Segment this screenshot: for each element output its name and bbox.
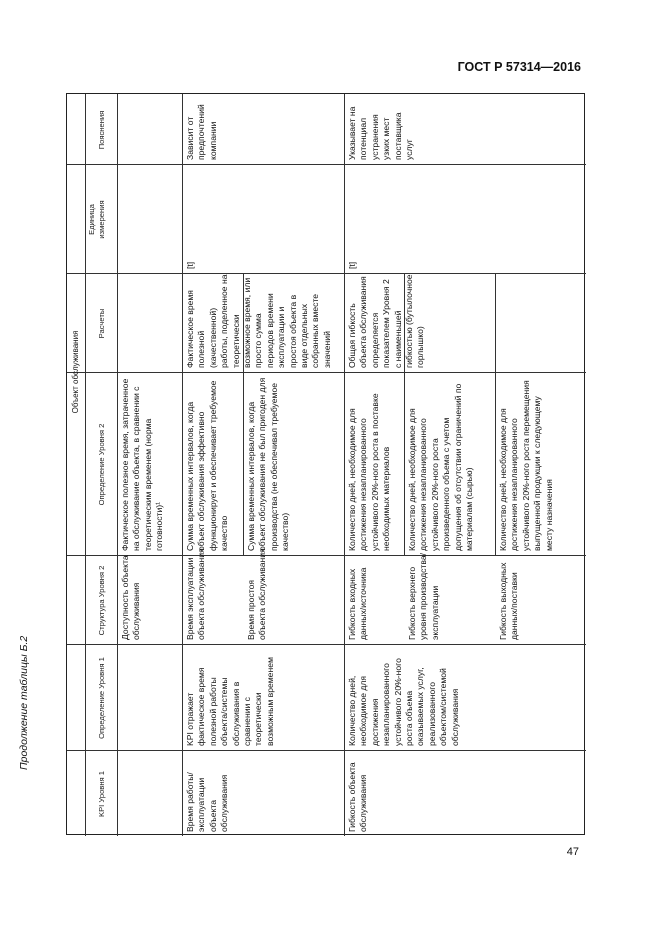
col-line [67,164,586,165]
row0-def2: Фактическое полезное время, затраченное на обслуживание объекта, в сравнении с теоретическим временем (норма готовности)¹ [120,378,165,551]
header-struct2: Структура Уровня 2 [97,565,106,636]
col-line [67,372,586,373]
row1-struct2-a: Время эксплуатации объекта обслуживания [185,548,207,640]
row1-kpi1: Время работы/эксплуатации объекта обслуживания [185,772,230,832]
row1-notes: Зависит от предпочтений компании [185,104,218,160]
row1-calc: Фактическое время полезной (качественной) работы, поделенное на теоретически возможное время, или просто сумма периодов времени эксплуатации и простоя объекта в виде отдельных собранных вместе значений [185,274,332,368]
row2-def2-b: Количество дней, необходимое для достижения незапланированного устойчивого 20%-ного роста произведенного объема с учетом допущения об отсутствии ограничений по материалам (сырью) [407,383,475,551]
standard-number: ГОСТ Р 57314—2016 [457,60,581,74]
header-notes: Пояснения [97,110,106,150]
row2-notes: Указывает на потенциал устранения узких мест поставщика услуг [347,106,415,160]
header-unit: Единица измерения [87,200,106,239]
row2-calc: Общая гибкость объекта обслуживания определяется показателем Уровня 2 с наименьшей гибкостью (бутылочное горлышко) [347,274,426,368]
row-line [344,94,345,836]
row1-def2-a: Сумма временных интервалов, когда объект обслуживания эффективно функционирует и обеспечивает требуемое качество [185,380,230,551]
header-kpi1: KPI Уровня 1 [97,771,106,817]
header-line [117,94,118,836]
row0-struct2: Доступность объекта обслуживания [120,555,142,640]
header-def2: Определение Уровня 2 [97,423,106,506]
row2-kpi1: Гибкость объекта обслуживания [347,762,369,832]
row2-struct2-c: Гибкость выходных данных/поставки [498,562,520,640]
row1-def2-b: Сумма временных интервалов, когда объект обслуживания не был пригоден для производства (не обеспечивал требуемое качество) [246,377,291,551]
row2-struct2-b: Гибкость верхнего уровня производства/эксплуатации [407,552,440,640]
group-header: Объект обслуживания [71,330,80,414]
header-def1: Определение Уровня 1 [97,657,106,739]
header-calc: Расчеты [97,308,106,339]
table-continuation-caption: Продолжение таблицы Б.2 [18,635,30,770]
row1-struct2-b: Время простоя объекта обслуживания [246,548,268,640]
row2-unit: [t] [347,261,357,269]
row2-def2-c: Количество дней, необходимое для достижения незапланированного устойчивого 20%-ного роста перемещения выпущенной продукции к следующему месту назначения [498,380,554,551]
row2-struct2-a: Гибкость входных данных/источника [347,567,369,640]
row2-def1: Количество дней, необходимое для достижения незапланированного устойчивого 20%-ного роста объема оказываемых услуг, реализованного объектом/системой обслуживания [347,658,460,746]
row2-def2-a: Количество дней, необходимое для достижения незапланированного устойчивого 20%-ного роста в поставке необходимых материалов [347,393,392,551]
kpi-table [66,93,585,835]
row1-def1: KPI отражает фактическое время полезной работы объекта/системы обслуживания в сравнении с теоретически возможным временем [185,657,275,746]
row1-unit: [t] [185,261,195,269]
col-line [67,644,586,645]
row-line [182,94,183,836]
col-line [67,750,586,751]
header-line [85,94,86,836]
page-number: 47 [566,846,579,858]
